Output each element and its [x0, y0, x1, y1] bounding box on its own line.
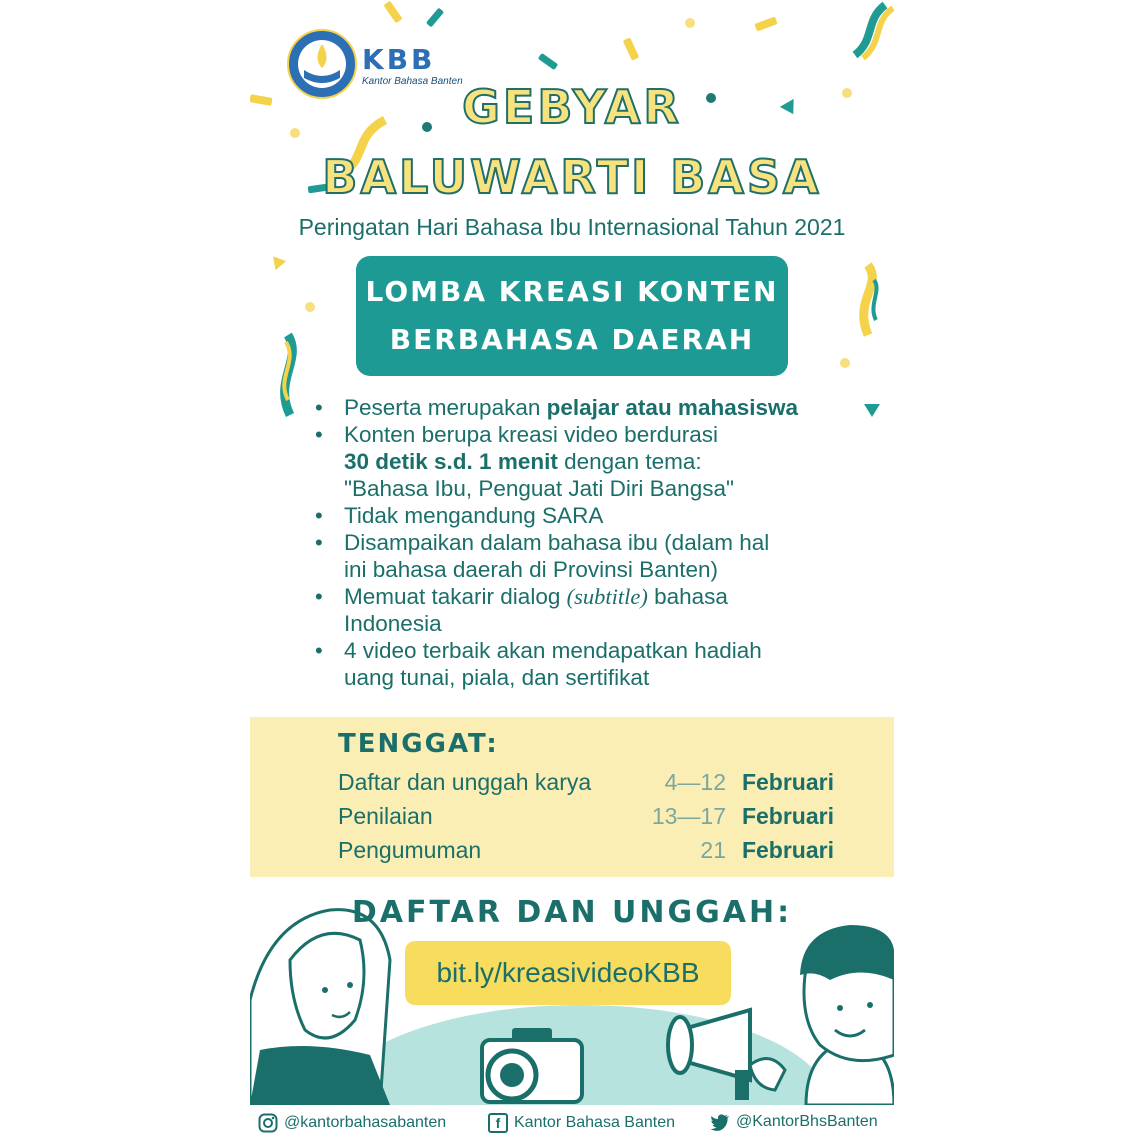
footer — [250, 1105, 894, 1145]
rules-list — [312, 394, 872, 691]
rule-item: • 4 video terbaik akan mendapatkan hadiah uang tunai, piala, dan sertifikat — [312, 637, 872, 691]
facebook-page[interactable] — [488, 1113, 675, 1133]
contest-line-1: LOMBA KREASI KONTEN — [365, 275, 779, 308]
twitter-handle[interactable] — [710, 1113, 878, 1131]
contest-line-2: BERBAHASA DAERAH — [389, 323, 755, 356]
confetti — [538, 53, 558, 70]
kbb-name: Kantor Bahasa Banten — [362, 76, 463, 87]
confetti — [754, 16, 777, 31]
deadline-title: TENGGAT: — [338, 729, 499, 759]
facebook-icon: f — [488, 1113, 508, 1133]
instagram-icon — [258, 1113, 278, 1133]
confetti — [305, 302, 315, 312]
rule-item: • Memuat takarir dialog (subtitle) bahasa Indonesia — [312, 583, 872, 637]
streamer — [268, 330, 308, 420]
rule-item: • Disampaikan dalam bahasa ibu (dalam hal ini bahasa daerah di Provinsi Banten) — [312, 529, 872, 583]
confetti — [426, 8, 444, 28]
title-line-1: GEBYAR — [462, 80, 682, 134]
register-heading: DAFTAR DAN UNGGAH: — [351, 895, 793, 930]
title-line-2: BALUWARTI BASA — [322, 150, 822, 204]
confetti — [383, 1, 402, 24]
confetti — [685, 18, 695, 28]
contest-banner — [356, 256, 788, 376]
confetti — [268, 252, 286, 270]
kbb-mark: KBB — [362, 43, 436, 76]
poster — [250, 0, 894, 1145]
streamer — [848, 260, 888, 340]
confetti — [840, 358, 850, 368]
register-link[interactable]: bit.ly/kreasivideoKBB — [405, 941, 731, 1005]
twitter-icon — [710, 1113, 730, 1131]
facebook-text: Kantor Bahasa Banten — [514, 1114, 676, 1131]
twitter-text: @KantorBhsBanten — [736, 1113, 878, 1130]
subtitle: Peringatan Hari Bahasa Ibu Internasional Tahun 2021 — [298, 214, 846, 240]
confetti — [623, 37, 640, 60]
instagram-handle[interactable] — [258, 1113, 446, 1133]
rule-item: • Peserta merupakan pelajar atau mahasiswa — [312, 394, 872, 421]
rule-item: • Konten berupa kreasi video berdurasi 30 detik s.d. 1 menit dengan tema: "Bahasa Ibu, Penguat Jati Diri Bangsa" — [312, 421, 872, 502]
deadline-panel: TENGGAT: Daftar dan unggah karya 4—12 Februari Penilaian 13—17 Februari Pengumuman 21 Februari — [250, 717, 894, 877]
instagram-text: @kantorbahasabanten — [284, 1114, 447, 1131]
streamer — [845, 0, 894, 60]
rule-item: • Tidak mengandung SARA — [312, 502, 872, 529]
